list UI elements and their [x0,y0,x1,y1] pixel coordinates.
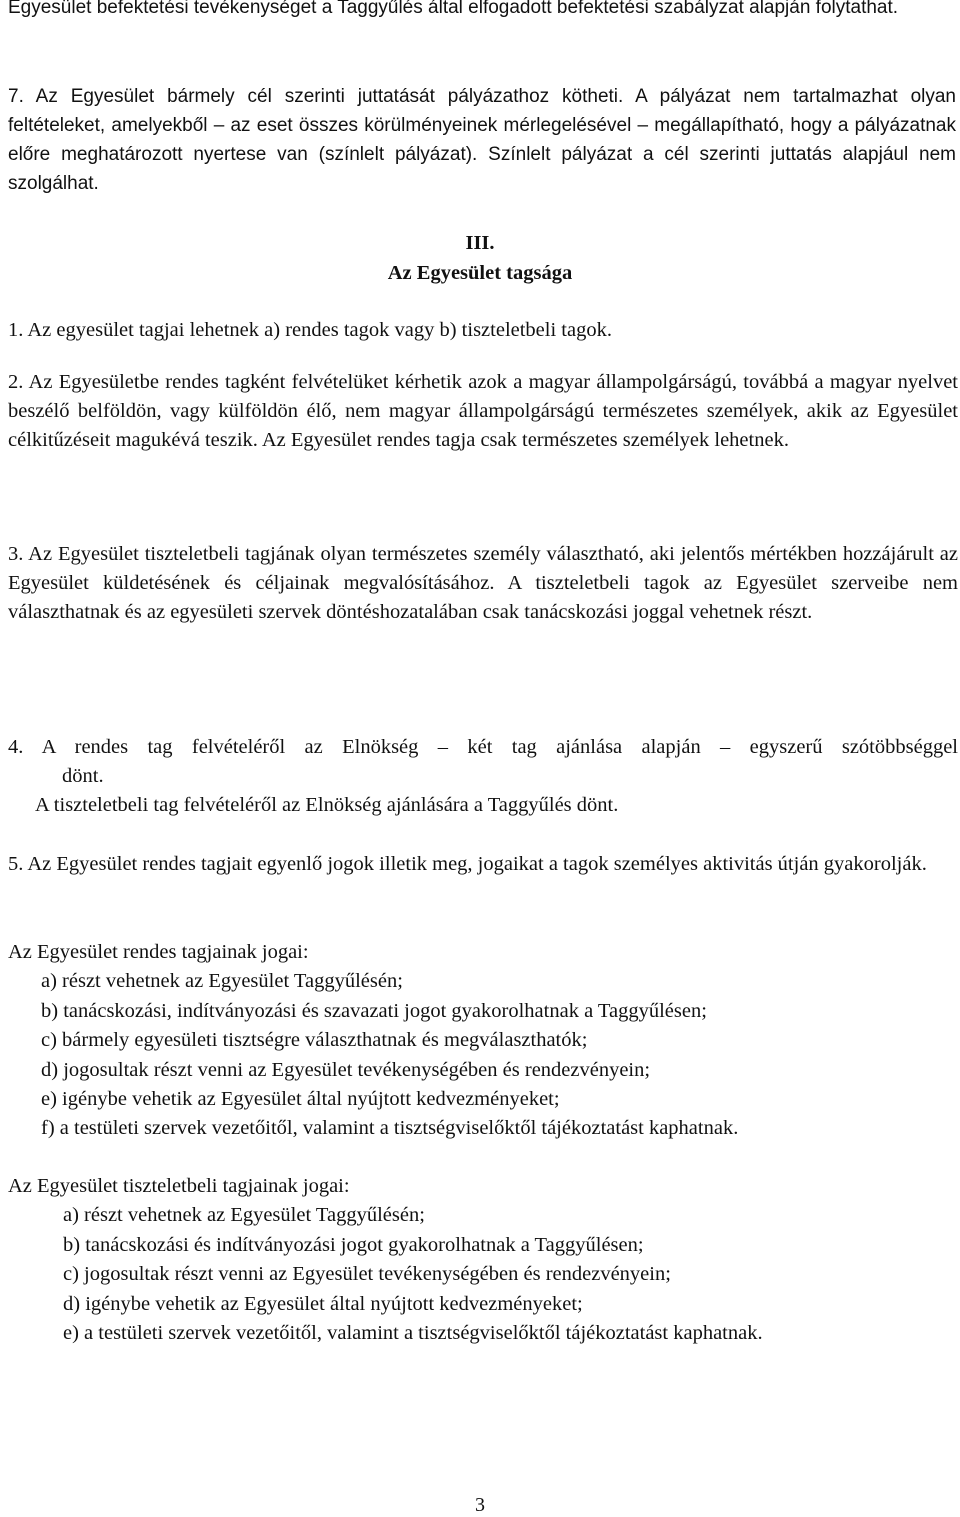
list-item: e) igénybe vehetik az Egyesület által nyújtott kedvezményeket; [41,1088,560,1111]
list-item: e) a testületi szervek vezetőitől, valamint a tisztségviselőktől tájékoztatást kaphatnak. [63,1322,763,1345]
paragraph-s2: 2. Az Egyesületbe rendes tagként felvételüket kérhetik azok a magyar állampolgárságú, továbbá a magyar nyelvet beszélő belföldön, vagy külföldön élő, nem magyar állampolgárságú természetes személyek, akik az Egyesület célkitűzéseit magukévá teszik. Az Egyesület rendes tagja csak természetes személyek lehetnek. [8,371,958,451]
honorary-rights-title: Az Egyesület tiszteletbeli tagjainak jogai: [8,1175,350,1197]
section-number: III. [465,232,495,254]
list-item: c) jogosultak részt venni az Egyesület tevékenységében és rendezvényein; [63,1263,671,1286]
list-item: a) részt vehetnek az Egyesület Taggyűlésén; [63,1204,425,1227]
paragraph-s1: 1. Az egyesület tagjai lehetnek a) rendes tagok vagy b) tiszteletbeli tagok. [8,319,612,341]
list-item: b) tanácskozási és indítványozási jogot gyakorolhatnak a Taggyűlésen; [63,1233,644,1256]
paragraph-s3: 3. Az Egyesület tiszteletbeli tagjának olyan természetes személy választható, aki jelentős mértékben hozzájárult az Egyesület küldetésének és céljainak megvalósításához. A tiszteletbeli tagok az Egyesület szerveibe nem választhatnak és az egyesületi szervek döntéshozatalában csak tanácskozási joggal vehetnek részt. [8,543,958,623]
paragraph-s4-line1: 4. A rendes tag felvételéről az Elnökség – két tag ajánlása alapján – egyszerű szótöbbséggel [8,736,958,758]
paragraph-s4-line2: dönt. [62,765,104,787]
paragraph-s5: 5. Az Egyesület rendes tagjait egyenlő jogok illetik meg, jogaikat a tagok személyes aktivitás útján gyakorolják. [8,853,927,875]
list-item: c) bármely egyesületi tisztségre választhatnak és megválaszthatók; [41,1029,588,1052]
list-item: d) igénybe vehetik az Egyesület által nyújtott kedvezményeket; [63,1292,583,1315]
paragraph-7: 7. Az Egyesület bármely cél szerinti juttatását pályázathoz kötheti. A pályázat nem tartalmazhat olyan feltételeket, amelyekből – az eset összes körülményeinek mérlegelésével – megállapítható, hogy a pályázatnak előre meghatározott nyertese van (színlelt pályázat). Színlelt pályázat a cél szerinti juttatás alapjául nem szolgálhat. [8,86,956,194]
page-number: 3 [475,1494,485,1516]
regular-rights-title: Az Egyesület rendes tagjainak jogai: [8,941,309,963]
list-item: a) részt vehetnek az Egyesület Taggyűlésén; [41,970,403,993]
paragraph-intro: Egyesület befektetési tevékenységet a Taggyűlés által elfogadott befektetési szabályzat alapján folytathat. [8,0,899,18]
regular-rights-list [8,938,958,1144]
honorary-rights-list [8,1172,958,1348]
list-item: f) a testületi szervek vezetőitől, valamint a tisztségviselőktől tájékoztatást kaphatnak. [41,1117,739,1140]
paragraph-s4-line3: A tiszteletbeli tag felvételéről az Elnökség ajánlására a Taggyűlés dönt. [35,794,619,816]
list-item: b) tanácskozási, indítványozási és szavazati jogot gyakorolhatnak a Taggyűlésen; [41,999,707,1022]
list-item: d) jogosultak részt venni az Egyesület tevékenységében és rendezvényein; [41,1058,651,1081]
section-title: Az Egyesület tagsága [387,262,573,284]
